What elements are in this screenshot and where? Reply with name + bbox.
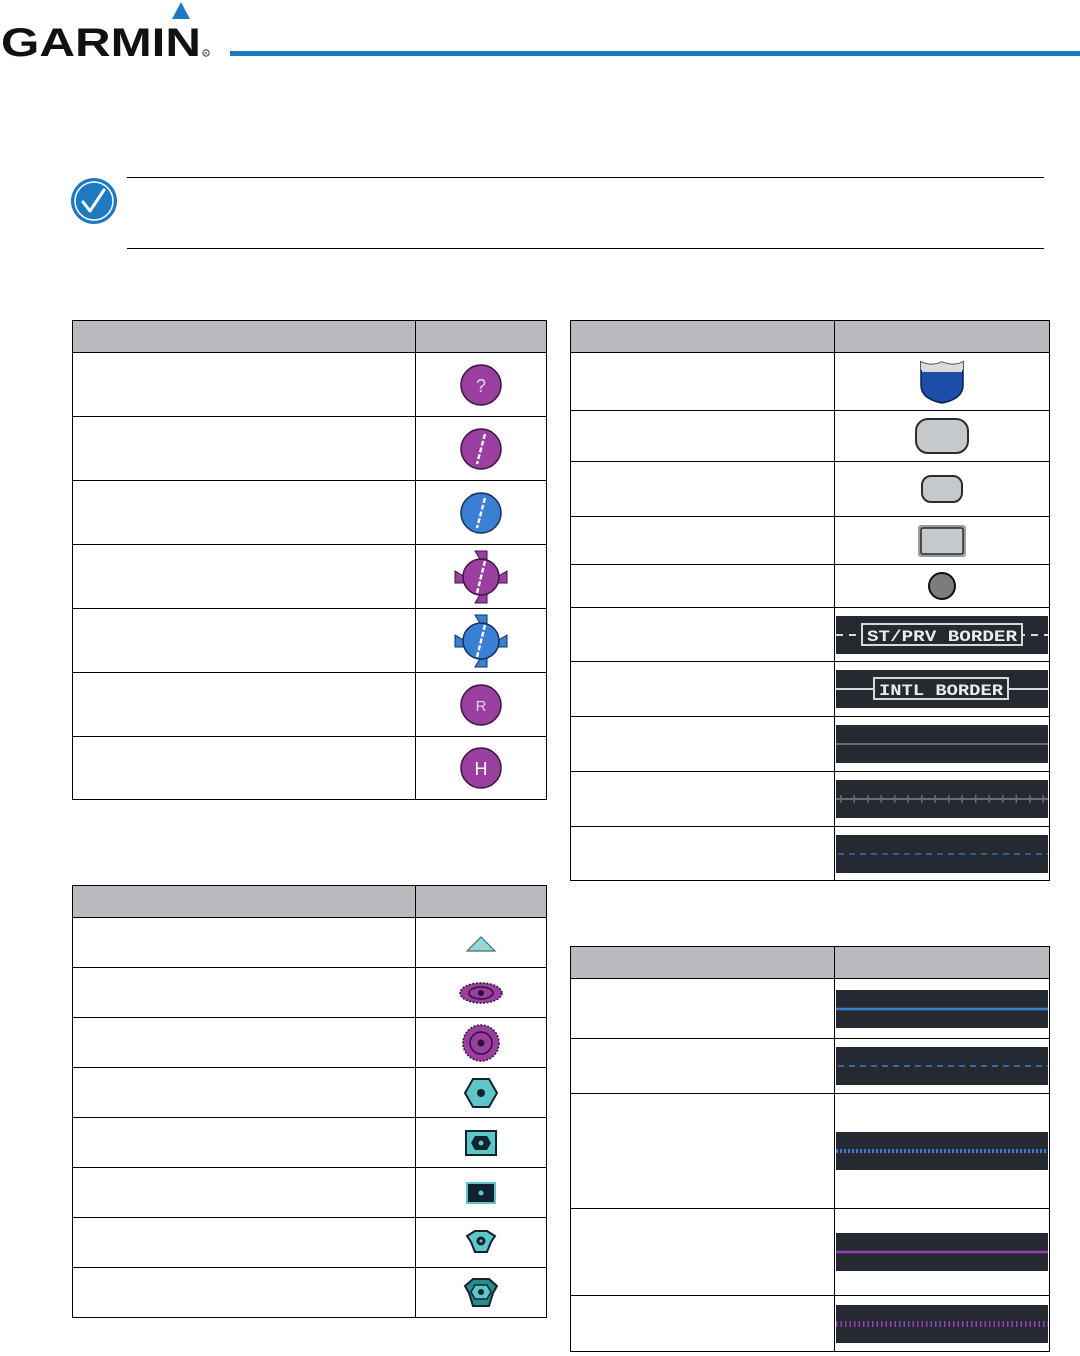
airport-towered-serviced-icon (451, 611, 511, 671)
low-airway-solid-strip (836, 990, 1048, 1028)
table-row (73, 609, 547, 673)
garmin-logo (0, 0, 215, 62)
table-header-row (73, 886, 547, 918)
vor-dme-icon (463, 1128, 499, 1158)
vortac-icon (461, 1276, 501, 1310)
table-row (571, 1094, 1050, 1209)
table-header-row (571, 321, 1050, 353)
heliport-icon (458, 745, 504, 791)
vor-icon (461, 1076, 501, 1110)
table-row (73, 968, 547, 1018)
intl-border-strip (836, 670, 1048, 708)
intl-border-label: INTL BORDER (879, 682, 1004, 700)
table-row (73, 1118, 547, 1168)
table-row (571, 517, 1050, 565)
header-cell (571, 321, 835, 353)
map-feature-symbols-table (570, 320, 1050, 881)
dme-icon (464, 1180, 498, 1206)
interstate-highway-icon (917, 359, 967, 405)
table-row (73, 1068, 547, 1118)
low-airway-dotted-strip (836, 1132, 1048, 1170)
low-airway-dashed-strip (836, 1047, 1048, 1085)
table-row (73, 545, 547, 609)
ndb-icon (457, 978, 505, 1008)
header-cell (835, 947, 1050, 979)
table-row (571, 717, 1050, 772)
intersection-triangle-icon (464, 932, 498, 954)
state-highway-icon (919, 473, 965, 505)
airport-nontowered-serviced-icon (451, 547, 511, 607)
note-check-icon (70, 177, 118, 225)
table-row (73, 737, 547, 800)
table-row (73, 1018, 547, 1068)
table-row (571, 662, 1050, 717)
us-highway-icon (913, 416, 971, 456)
airport-restricted-icon (458, 682, 504, 728)
table-row (73, 918, 547, 968)
note-bottom-rule (127, 248, 1044, 249)
airway-symbols-table (570, 946, 1050, 1352)
svg-text:H: H (474, 759, 488, 779)
table-row (571, 608, 1050, 662)
header-rule (230, 51, 1080, 56)
table-row (571, 353, 1050, 411)
small-town-icon (925, 569, 959, 603)
tacan-icon (463, 1228, 499, 1258)
table-header-row (571, 947, 1050, 979)
table-row (571, 462, 1050, 517)
garmin-logo-text: GARMIN (1, 21, 201, 62)
table-row (73, 417, 547, 481)
state-border-strip (836, 616, 1048, 654)
svg-text:?: ? (475, 375, 487, 396)
table-row (571, 772, 1050, 827)
ndb-compass-icon (461, 1023, 501, 1063)
table-row (73, 1268, 547, 1318)
table-row (73, 1168, 547, 1218)
header-cell (571, 947, 835, 979)
table-row (571, 1209, 1050, 1296)
table-row (73, 1218, 547, 1268)
river-dashed-strip (836, 835, 1048, 873)
railroad-line-strip (836, 780, 1048, 818)
note-top-rule (127, 177, 1044, 178)
table-row (73, 673, 547, 737)
header-cell (73, 321, 416, 353)
table-row (571, 1039, 1050, 1094)
header-cell (416, 886, 547, 918)
airport-nontowered-soft-icon (458, 426, 504, 472)
header-cell (416, 321, 547, 353)
navaid-symbols-table (72, 885, 547, 1318)
table-row (73, 353, 547, 417)
state-border-label: ST/PRV BORDER (867, 627, 1018, 646)
high-airway-dotted-strip (836, 1305, 1048, 1343)
header-cell (835, 321, 1050, 353)
table-row (571, 979, 1050, 1039)
table-row (73, 481, 547, 545)
header-cell (73, 886, 416, 918)
national-highway-icon (916, 523, 968, 559)
table-row (571, 1296, 1050, 1352)
road-line-strip (836, 725, 1048, 763)
svg-text:R: R (475, 697, 487, 715)
svg-text:R: R (204, 50, 208, 56)
high-airway-solid-strip (836, 1233, 1048, 1271)
table-row (571, 411, 1050, 462)
airport-unknown-icon (458, 362, 504, 408)
airport-towered-soft-icon (458, 490, 504, 536)
table-row (571, 827, 1050, 881)
table-row (571, 565, 1050, 608)
airport-symbols-table (72, 320, 547, 800)
table-header-row (73, 321, 547, 353)
